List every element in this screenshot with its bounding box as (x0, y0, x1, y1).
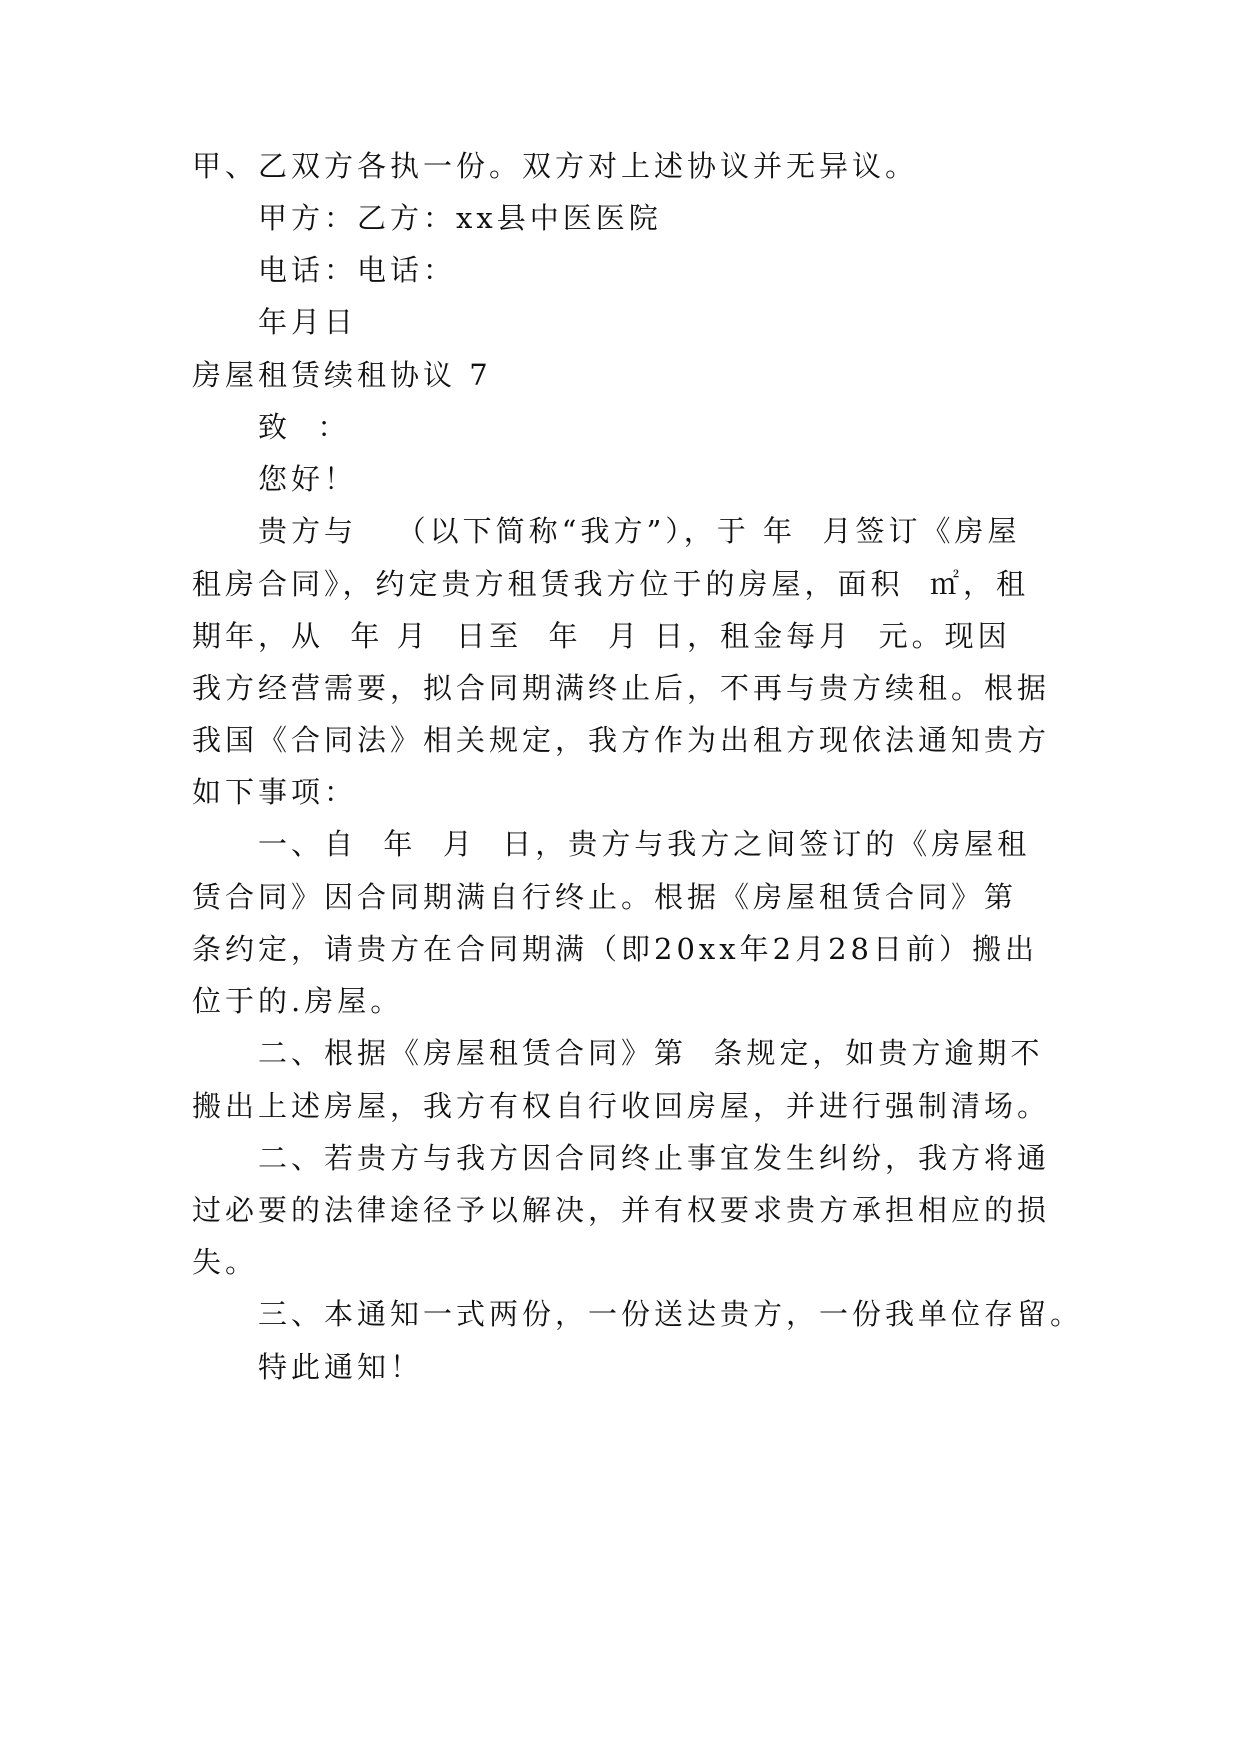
item-1-line: 一、自 年 月 日，贵方与我方之间签订的《房屋租 (258, 827, 1031, 861)
paragraph-line: 租房合同》，约定贵方租赁我方位于的房屋，面积 ㎡，租 (192, 567, 1029, 601)
text-line: 甲、乙双方各执一份。双方对上述协议并无异议。 (192, 149, 919, 183)
item-1-line: 位于的.房屋。 (192, 984, 404, 1018)
paragraph-line: 我方经营需要，拟合同期满终止后，不再与贵方续租。根据 (192, 671, 1051, 705)
salutation-to: 致 ： (258, 410, 351, 444)
item-3-line: 二、若贵方与我方因合同终止事宜发生纠纷，我方将通 (258, 1141, 1051, 1175)
item-1-line: 条约定，请贵方在合同期满（即20xx年2月28日前）搬出 (192, 932, 1038, 966)
greeting: 您好！ (258, 462, 358, 496)
signature-parties: 甲方：乙方：xx县中医医院 (258, 201, 662, 235)
signature-phones: 电话：电话： (258, 253, 457, 287)
item-3-line: 失。 (192, 1245, 259, 1279)
closing-line: 特此通知！ (258, 1350, 424, 1384)
item-2-line: 搬出上述房屋，我方有权自行收回房屋，并进行强制清场。 (192, 1089, 1051, 1123)
signature-date: 年月日 (258, 305, 358, 339)
paragraph-line: 我国《合同法》相关规定，我方作为出租方现依法通知贵方 (192, 723, 1051, 757)
item-4-line: 三、本通知一式两份，一份送达贵方，一份我单位存留。 (258, 1297, 1084, 1331)
item-3-line: 过必要的法律途径予以解决，并有权要求贵方承担相应的损 (192, 1193, 1051, 1227)
item-2-line: 二、根据《房屋租赁合同》第 条规定，如贵方逾期不 (258, 1036, 1044, 1070)
item-1-line: 赁合同》因合同期满自行终止。根据《房屋租赁合同》第 (192, 880, 1018, 914)
paragraph-line: 如下事项： (192, 775, 358, 809)
paragraph-line: 贵方与 （以下简称“我方”），于 年 月签订《房屋 (258, 514, 1021, 548)
section-title: 房屋租赁续租协议 7 (192, 358, 492, 392)
paragraph-line: 期年，从 年 月 日至 年 月 日，租金每月 元。现因 (192, 619, 1011, 653)
